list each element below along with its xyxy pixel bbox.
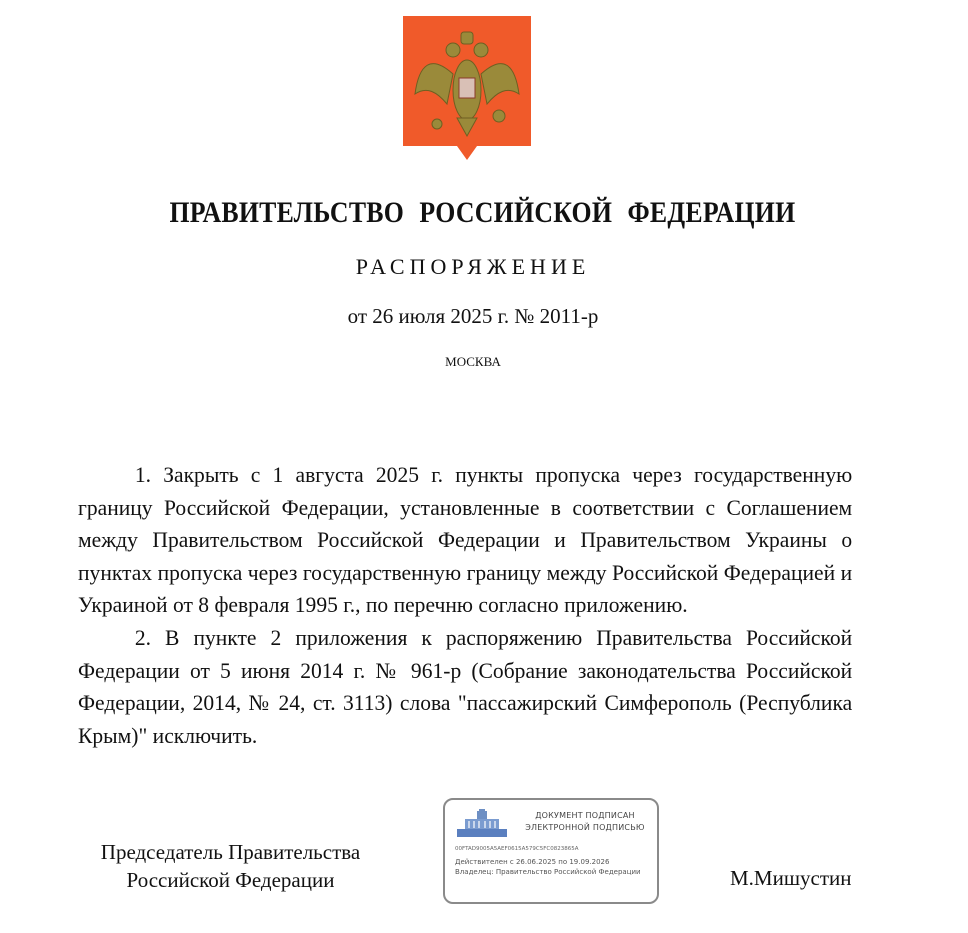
electronic-signature-stamp — [443, 798, 659, 904]
document-body — [78, 459, 852, 752]
issuer-title: ПРАВИТЕЛЬСТВО РОССИЙСКОЙ ФЕДЕРАЦИИ — [169, 196, 796, 229]
position-line-1: Председатель Правительства — [100, 840, 361, 864]
validity-period: Действителен с 26.06.2025 по 19.09.2026 — [455, 858, 610, 866]
signatory-position — [78, 838, 383, 894]
stamp-heading-line-2: ЭЛЕКТРОННОЙ ПОДПИСЬЮ — [525, 823, 645, 832]
certificate-owner: Владелец: Правительство Российской Федерации — [455, 868, 641, 876]
paragraph-2: 2. В пункте 2 приложения к распоряжению Правительства Российской Федерации от 5 июня 2014 г. № 961-р (Собрание законодательства Российской Федерации, 2014, № 24, ст. 3113) слова "пассажирский Симферополь (Республика Крым)" исключить. — [78, 624, 853, 748]
date-and-number: от 26 июля 2025 г. № 2011-р — [347, 304, 599, 328]
stamp-heading-line-1: ДОКУМЕНТ ПОДПИСАН — [535, 811, 635, 820]
signatory-name: М.Мишустин — [730, 866, 852, 890]
coat-of-arms-icon — [401, 14, 533, 162]
city: МОСКВА — [445, 354, 501, 369]
stamp-heading — [515, 810, 655, 834]
position-line-2: Российской Федерации — [126, 868, 335, 892]
certificate-number: 00FTAD9005A5AEF0615A579C5FC0823865A — [455, 846, 579, 852]
document-type: РАСПОРЯЖЕНИЕ — [355, 254, 591, 279]
paragraph-1: 1. Закрыть с 1 августа 2025 г. пункты пропуска через государственную границу Российской Федерации, установленные в соответствии с Соглашением между Правительством Российской Федерации и Правительством Украины о пунктах пропуска через государственную границу между Российской Федерацией и Украиной от 8 февраля 1995 г., по перечню согласно приложению. — [78, 462, 853, 618]
government-building-icon — [457, 809, 507, 837]
